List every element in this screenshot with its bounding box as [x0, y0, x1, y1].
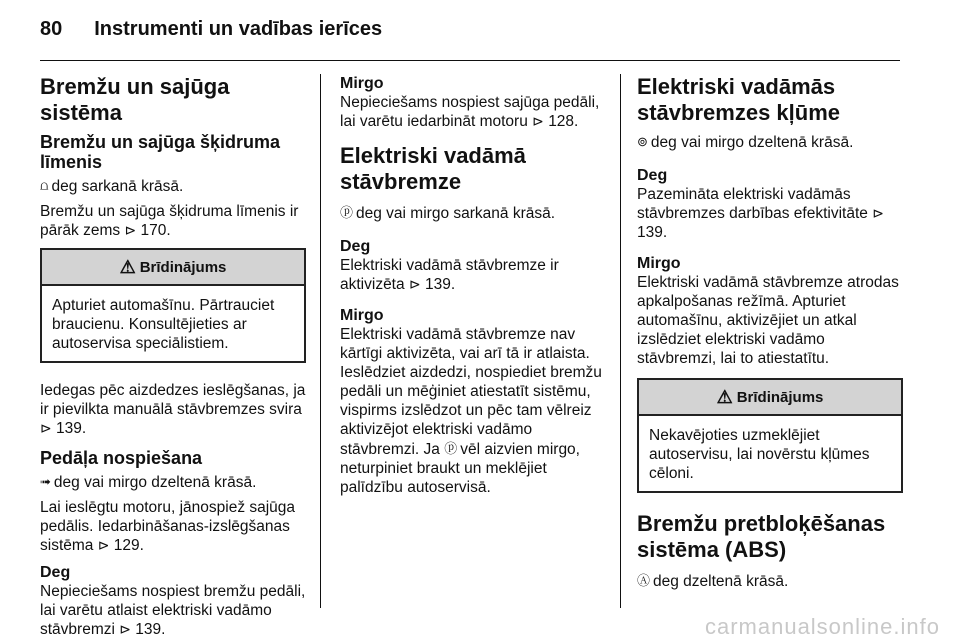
page-ref-arrow-icon: ⊳ — [408, 276, 421, 292]
header-rule — [40, 60, 900, 61]
paragraph: Nepieciešams nospiest sajūga pedāli, lai varētu iedarbināt motoru ⊳ 128. — [340, 94, 600, 130]
parking-brake-icon: ⓟ — [444, 441, 458, 456]
pedal-icon: ➟ — [40, 474, 51, 489]
watermark: carmanualsonline.info — [704, 614, 940, 639]
column-divider — [320, 74, 321, 608]
page-ref-arrow-icon: ⊳ — [124, 222, 137, 238]
paragraph: Elektriski vadāmā stāvbremze ir aktivizēta ⊳ 139. — [340, 257, 559, 293]
paragraph: ⓟ deg vai mirgo sarkanā krāsā. — [340, 205, 556, 222]
column-3 — [637, 74, 903, 597]
epb-fault-icon: ⊚ — [637, 134, 648, 149]
status-heading: Deg — [40, 564, 71, 581]
subsection-heading: Bremžu un sajūga šķidruma līmenis — [40, 132, 281, 172]
section-heading: Bremžu pretbloķēšanas sistēma (ABS) — [637, 511, 886, 562]
warning-box-text: Apturiet automašīnu. Pārtrauciet braucienu. Konsultējieties ar autoservisa speciālistiem. — [52, 297, 275, 352]
paragraph: ⊚ deg vai mirgo dzeltenā krāsā. — [637, 134, 854, 151]
section-heading: Bremžu un sajūga sistēma — [40, 74, 230, 125]
paragraph: Bremžu un sajūga šķidruma līmenis ir pārāk zems ⊳ 170. — [40, 203, 299, 239]
paragraph: ⩍ deg sarkanā krāsā. — [40, 178, 184, 195]
status-heading: Mirgo — [637, 255, 681, 272]
paragraph: Iedegas pēc aizdedzes ieslēgšanas, ja ir pievilkta manuālā stāvbremzes svira ⊳ 139. — [40, 382, 306, 437]
status-heading: Mirgo — [340, 75, 384, 92]
parking-brake-icon: ⓟ — [340, 205, 354, 220]
warning-box-text: Nekavējoties uzmeklējiet autoservisu, lai novērstu kļūmes cēloni. — [649, 427, 870, 482]
warning-box — [40, 248, 306, 363]
page-ref-arrow-icon: ⊳ — [532, 113, 544, 129]
status-heading: Deg — [637, 167, 668, 184]
paragraph: Ⓐ deg dzeltenā krāsā. — [637, 573, 789, 590]
subsection-heading: Pedāļa nospiešana — [40, 448, 203, 468]
page-ref-arrow-icon: ⊳ — [97, 537, 110, 553]
warning-triangle-icon: ⚠ — [716, 386, 733, 407]
page-ref-arrow-icon: ⊳ — [872, 205, 884, 221]
abs-icon: Ⓐ — [637, 573, 651, 588]
column-2 — [340, 74, 606, 503]
section-heading: Elektriski vadāmā stāvbremze — [340, 143, 526, 194]
status-heading: Deg — [340, 238, 371, 255]
column-1 — [40, 74, 306, 642]
paragraph: Elektriski vadāmā stāvbremze atrodas apkalpošanas režīmā. Apturiet automašīnu, aktivizējiet un atkal izslēdziet elektriski vadāmo stāvbremzi, lai to atiestatītu. — [637, 274, 899, 367]
warning-box — [637, 378, 903, 493]
paragraph: Elektriski vadāmā stāvbremze nav kārtīgi aktivizēta, vai arī tā ir atlaista. Ieslēdziet aizdedzi, nospiediet bremžu pedāli un mēģiniet atiestatīt sistēmu, vispirms izslēdzot un pēc tam vēlreiz aktivizējot elektriski vadāmo stāvbremzi. Ja ⓟ vēl aizvien mirgo, neturpiniet braukt un meklējiet palīdzību autoservisā. — [340, 326, 602, 496]
section-title: Instrumenti un vadības ierīces — [94, 18, 383, 40]
warning-box-header: ⚠ Brīdinājums — [639, 380, 901, 416]
page-ref-arrow-icon: ⊳ — [40, 420, 52, 436]
paragraph: Nepieciešams nospiest bremžu pedāli, lai varētu atlaist elektriski vadāmo stāvbremzi ⊳ 139. — [40, 583, 306, 638]
paragraph: Pazemināta elektriski vadāmās stāvbremzes darbības efektivitāte ⊳ 139. — [637, 186, 884, 241]
warning-box-header: ⚠ Brīdinājums — [42, 250, 304, 286]
column-divider — [620, 74, 621, 608]
brake-fluid-icon: ⩍ — [40, 178, 49, 193]
warning-triangle-icon: ⚠ — [119, 256, 136, 277]
page-header — [40, 18, 382, 41]
paragraph: Lai ieslēgtu motoru, jānospiež sajūga pedālis. Iedarbināšanas-izslēgšanas sistēma ⊳ 129. — [40, 499, 296, 554]
section-heading: Elektriski vadāmās stāvbremzes kļūme — [637, 74, 840, 125]
page-number: 80 — [40, 18, 63, 40]
paragraph: ➟ deg vai mirgo dzeltenā krāsā. — [40, 474, 257, 491]
page-ref-arrow-icon: ⊳ — [119, 621, 131, 637]
status-heading: Mirgo — [340, 307, 384, 324]
